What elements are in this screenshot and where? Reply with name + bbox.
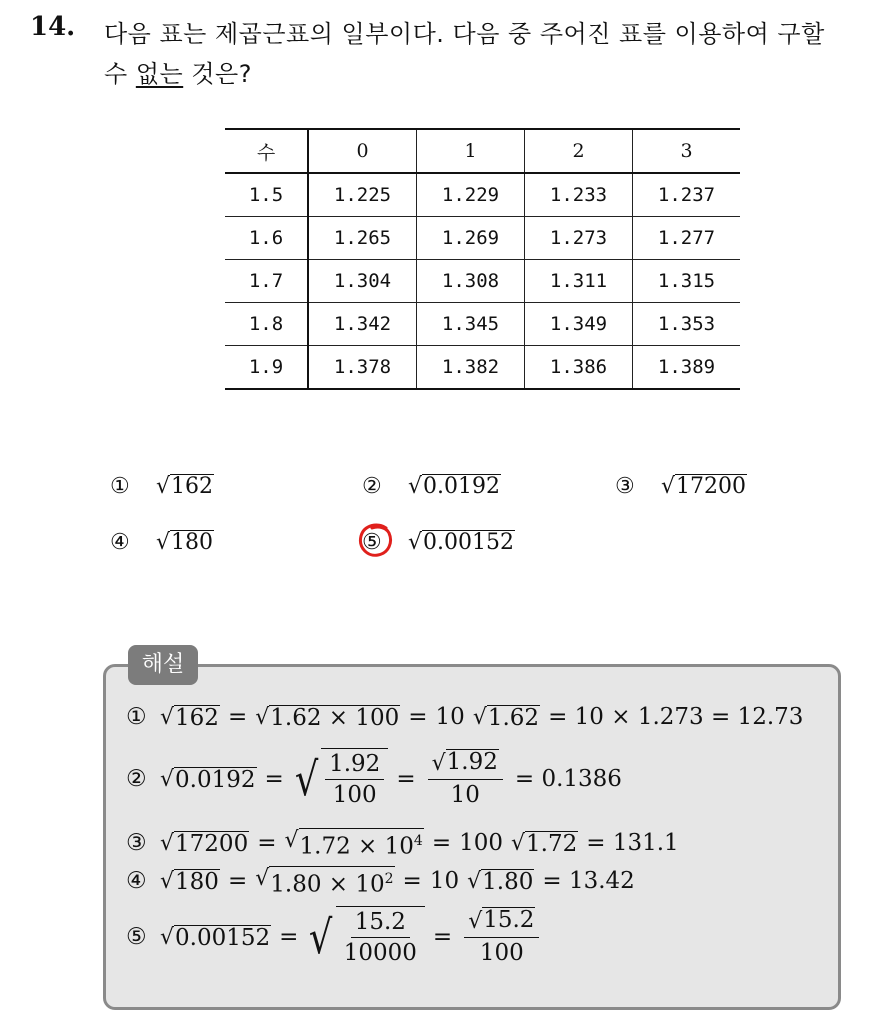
table-cell: 1.389 — [633, 346, 741, 390]
table-cell: 1.233 — [525, 173, 633, 217]
radicand: 0.0192 — [175, 766, 256, 793]
question-line2a: 수 — [104, 60, 136, 88]
sqrt-icon: √ — [408, 530, 423, 555]
coefficient: 10 — [429, 868, 460, 895]
radical — [160, 831, 249, 856]
radicand: 1.62 × 100 — [270, 704, 400, 731]
choice-radical — [408, 530, 515, 555]
radicand: 1.72 — [526, 830, 578, 857]
sqrt-icon: √ — [467, 868, 482, 894]
numerator — [428, 749, 503, 780]
table-row — [225, 260, 740, 303]
solution-mark: ④ — [126, 868, 147, 895]
radical — [511, 831, 578, 856]
table-cell: 1.5 — [225, 173, 308, 217]
solution-line-2: ② √ 0.0192 = √ $\frac{1.92}{100}$ = √ 1.92 10 = 0.1386 — [126, 748, 622, 808]
sqrt-icon: √ — [284, 828, 299, 853]
table-header-cell: 3 — [633, 129, 741, 173]
solution-mark: ③ — [126, 830, 147, 857]
choice-mark: ③ — [615, 474, 635, 499]
choice-mark: ② — [362, 474, 382, 499]
question-number: 14. — [30, 12, 76, 42]
result: = 13.42 — [542, 868, 635, 895]
denominator: 10 — [450, 781, 480, 808]
choice-radicand: 180 — [171, 530, 214, 555]
radical-body — [321, 748, 388, 810]
sqrt-icon: √ — [661, 474, 676, 499]
table-header-cell: 수 — [225, 129, 308, 173]
table-header-row — [225, 129, 740, 173]
denominator: 100 — [479, 939, 524, 966]
radical — [467, 869, 534, 894]
table-header-cell: 2 — [525, 129, 633, 173]
table-cell: 1.8 — [225, 303, 308, 346]
table-cell: 1.304 — [308, 260, 417, 303]
exponent: 2 — [384, 871, 394, 887]
radicand: 1.80 — [482, 868, 534, 895]
table-cell: 1.342 — [308, 303, 417, 346]
table-cell: 1.9 — [225, 346, 308, 390]
sqrt-icon: √ — [255, 704, 270, 730]
choice-radical — [661, 474, 747, 499]
table-row — [225, 217, 740, 260]
radicand: 1.80 × 10 — [270, 871, 385, 898]
sqrt-icon: √ — [408, 474, 423, 499]
coefficient: 10 — [435, 704, 465, 730]
table-cell: 1.225 — [308, 173, 417, 217]
fraction — [325, 749, 384, 810]
choice-radical — [156, 474, 214, 499]
question-line1: 다음 표는 제곱근표의 일부이다. 다음 중 주어진 표를 이용하여 구할 — [104, 20, 825, 48]
choice-4[interactable] — [110, 530, 214, 555]
table-cell: 1.315 — [633, 260, 741, 303]
choice-mark — [362, 530, 390, 555]
table-cell: 1.265 — [308, 217, 417, 260]
fraction — [464, 907, 539, 968]
table-cell: 1.349 — [525, 303, 633, 346]
radical — [160, 869, 220, 894]
table-cell: 1.382 — [417, 346, 525, 390]
choice-radicand: 162 — [171, 474, 214, 499]
choice-mark: ④ — [110, 530, 130, 555]
solution-line-3: ③ √ 17200 = √ $1.72 \times 10^4$ = 100 √ 1.72 = 131.1 — [126, 828, 679, 860]
result: = 0.1386 — [514, 766, 622, 792]
sqrt-icon: √ — [468, 908, 483, 934]
radicand: 1.62 — [487, 704, 540, 731]
solution-mark: ⑤ — [126, 924, 147, 950]
sqrt-icon: √ — [431, 750, 446, 776]
radicand: 1.92 — [446, 748, 498, 775]
sqrt-icon: √ — [294, 752, 319, 806]
sqrt-icon: √ — [160, 868, 175, 894]
table-cell: 1.237 — [633, 173, 741, 217]
answer-circle-stroke — [360, 525, 390, 555]
table-cell: 1.378 — [308, 346, 417, 390]
table-header-cell: 0 — [308, 129, 417, 173]
radical — [255, 705, 400, 730]
sqrt-icon: √ — [156, 530, 171, 555]
denominator: 10000 — [343, 940, 417, 966]
solution-label: 해설 — [128, 645, 198, 685]
radicand-with-power — [299, 828, 424, 859]
radicand: 15.2 — [483, 906, 535, 933]
radical-body — [336, 906, 425, 968]
solution-line-4: ④ √ 180 = √ $1.80 \times 10^2$ = 10 √ 1.80 = 13.42 — [126, 866, 635, 898]
table-row — [225, 303, 740, 346]
big-radical — [292, 748, 389, 810]
radical — [160, 925, 271, 950]
table-cell: 1.386 — [525, 346, 633, 390]
choice-2[interactable] — [362, 474, 501, 499]
numerator: 15.2 — [351, 907, 410, 938]
radical — [473, 705, 540, 730]
result: = 131.1 — [586, 830, 679, 857]
radical — [160, 705, 220, 730]
sqrt-icon: √ — [160, 830, 175, 856]
sqrt-icon: √ — [160, 704, 175, 730]
radicand: 1.72 × 10 — [299, 833, 414, 860]
fraction — [428, 749, 503, 810]
table-header-cell: 1 — [417, 129, 525, 173]
radicand: 162 — [175, 704, 219, 731]
radical — [284, 828, 423, 859]
question-line2b: 것은? — [183, 60, 252, 88]
sqrt-icon: √ — [156, 474, 171, 499]
solution-mark: ② — [126, 766, 147, 792]
sqrt-icon: √ — [160, 766, 175, 792]
solution-mark: ① — [126, 704, 147, 730]
table-cell: 1.311 — [525, 260, 633, 303]
big-radical — [306, 906, 424, 968]
table-cell: 1.345 — [417, 303, 525, 346]
table-cell: 1.353 — [633, 303, 741, 346]
solution-line-1: ① √ 162 = √ 1.62 × 100 = 10 √ 1.62 = 10 × 1.273 = 12.73 — [126, 704, 804, 731]
sqrt-icon: √ — [511, 830, 526, 856]
coefficient: 100 — [459, 830, 503, 857]
radical — [255, 866, 394, 897]
question-underlined: 없는 — [135, 60, 184, 88]
solution-line-5: ⑤ √ 0.00152 = √ $\frac{15.2}{10000}$ = √ 15.2 100 — [126, 906, 543, 968]
table-cell: 1.229 — [417, 173, 525, 217]
table-cell: 1.269 — [417, 217, 525, 260]
radicand: 180 — [175, 868, 219, 895]
radicand-with-power — [269, 866, 394, 897]
choice-5[interactable] — [362, 530, 515, 555]
numerator: 1.92 — [325, 749, 384, 780]
result: = 10 × 1.273 = 12.73 — [548, 704, 804, 730]
choice-mark-text: ⑤ — [362, 530, 382, 555]
choice-mark: ① — [110, 474, 130, 499]
radical — [160, 767, 257, 792]
sqrt-icon: √ — [255, 866, 270, 891]
sqrt-icon: √ — [309, 910, 333, 964]
choice-1[interactable] — [110, 474, 214, 499]
answer-circle-icon — [356, 520, 396, 560]
choice-radical — [408, 474, 501, 499]
table-cell: 1.6 — [225, 217, 308, 260]
choice-radical — [156, 530, 214, 555]
square-root-table — [225, 128, 740, 390]
sqrt-icon: √ — [160, 924, 175, 950]
table-cell: 1.7 — [225, 260, 308, 303]
exponent: 4 — [413, 833, 423, 849]
choice-radicand: 0.00152 — [423, 530, 515, 555]
radicand: 0.00152 — [175, 924, 271, 951]
choice-radicand: 17200 — [676, 474, 747, 499]
table-row — [225, 173, 740, 217]
table-row — [225, 346, 740, 390]
question-text — [104, 14, 874, 94]
choice-radicand: 0.0192 — [423, 474, 501, 499]
fraction — [340, 907, 421, 968]
radicand: 17200 — [175, 830, 249, 857]
table-cell: 1.308 — [417, 260, 525, 303]
choice-3[interactable] — [615, 474, 747, 499]
table-cell: 1.273 — [525, 217, 633, 260]
table-cell: 1.277 — [633, 217, 741, 260]
numerator — [464, 907, 539, 938]
denominator: 100 — [332, 782, 377, 808]
sqrt-icon: √ — [472, 704, 487, 730]
